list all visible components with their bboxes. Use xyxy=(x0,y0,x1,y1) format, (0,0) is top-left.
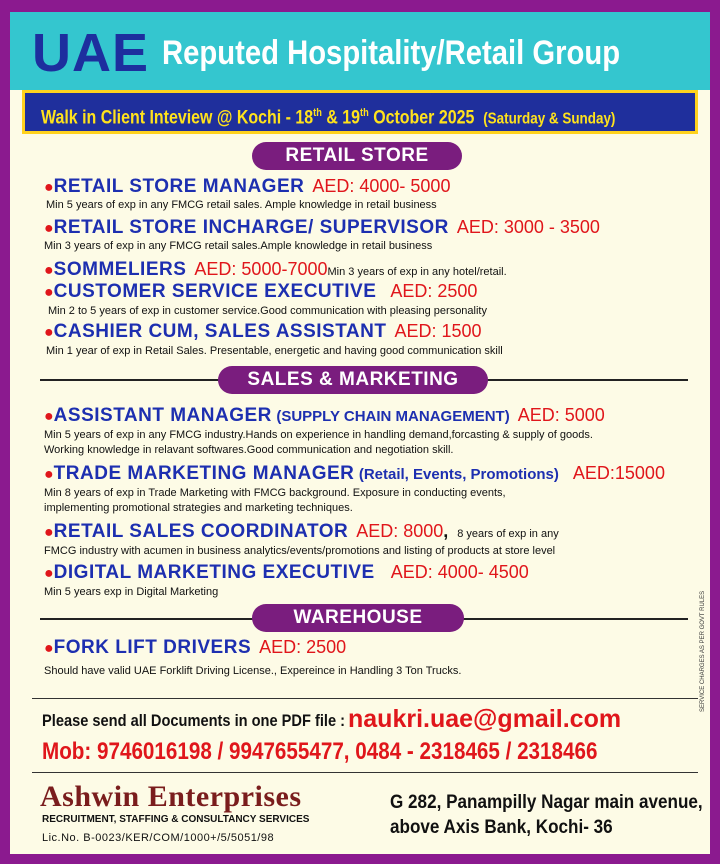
bullet-icon: ● xyxy=(44,408,54,425)
bullet-icon: ● xyxy=(44,565,54,582)
company-tagline: RECRUITMENT, STAFFING & CONSULTANCY SERVICES xyxy=(42,814,310,825)
bullet-icon: ● xyxy=(44,284,54,301)
bullet-icon: ● xyxy=(44,179,54,196)
job-trade-marketing-manager: ●TRADE MARKETING MANAGER (Retail, Events, Promotions) AED:15000 xyxy=(44,463,665,484)
bullet-icon: ● xyxy=(44,262,54,279)
section-warehouse: WAREHOUSE xyxy=(252,604,464,632)
job-description: Min 5 years of exp in any FMCG retail sales. Ample knowledge in retail business xyxy=(46,199,437,211)
section-retail-store: RETAIL STORE xyxy=(252,142,462,170)
mobile-numbers: Mob: 9746016198 / 9947655477, 0484 - 2318465 / 2318466 xyxy=(42,738,598,765)
contact-divider xyxy=(32,698,698,699)
job-description: Should have valid UAE Forklift Driving License., Expereince in Handling 3 Ton Trucks. xyxy=(44,665,462,677)
job-advert xyxy=(10,12,710,854)
job-description: Min 3 years of exp in any FMCG retail sales.Ample knowledge in retail business xyxy=(44,240,433,252)
header-banner xyxy=(10,12,710,90)
job-customer-service-executive: ●CUSTOMER SERVICE EXECUTIVE AED: 2500 xyxy=(44,281,478,302)
group-heading: Reputed Hospitality/Retail Group xyxy=(162,34,621,72)
service-charge-note: SERVICE CHARGES AS PER GOVT RULES xyxy=(700,590,706,712)
bullet-icon: ● xyxy=(44,640,54,657)
walkin-text: Walk in Client Inteview @ Kochi - 18th & 19th October 2025 (Saturday & Sunday) xyxy=(41,107,616,129)
job-fork-lift-drivers: ●FORK LIFT DRIVERS AED: 2500 xyxy=(44,637,347,658)
job-description: Working knowledge in relavant softwares.Good communication and negotiation skill. xyxy=(44,444,454,456)
bullet-icon: ● xyxy=(44,524,54,541)
company-address xyxy=(390,790,703,840)
job-sommeliers: ●SOMMELIERS AED: 5000-7000Min 3 years of exp in any hotel/retail. xyxy=(44,259,507,280)
job-description: Min 5 years of exp in any FMCG industry.Hands on experience in handling demand,forcasting & supply of goods. xyxy=(44,429,593,441)
footer-divider xyxy=(32,772,698,773)
bullet-icon: ● xyxy=(44,466,54,483)
job-assistant-manager: ●ASSISTANT MANAGER (SUPPLY CHAIN MANAGEMENT) AED: 5000 xyxy=(44,405,605,426)
job-digital-marketing-executive: ●DIGITAL MARKETING EXECUTIVE AED: 4000- 4500 xyxy=(44,562,529,583)
job-description: FMCG industry with acumen in business analytics/events/promotions and listing of products at store level xyxy=(44,545,556,557)
address-line-2: above Axis Bank, Kochi- 36 xyxy=(390,817,613,838)
job-description: implementing promotional strategies and marketing techniques. xyxy=(44,502,353,514)
license-number: Lic.No. B-0023/KER/COM/1000+/5/5051/98 xyxy=(42,832,275,844)
bullet-icon: ● xyxy=(44,220,54,237)
job-retail-store-manager: ●RETAIL STORE MANAGER AED: 4000- 5000 xyxy=(44,176,451,197)
job-description: Min 1 year of exp in Retail Sales. Presentable, energetic and having good communication skill xyxy=(46,345,503,357)
job-retail-store-incharge: ●RETAIL STORE INCHARGE/ SUPERVISOR AED: 3000 - 3500 xyxy=(44,217,600,238)
email-address[interactable]: naukri.uae@gmail.com xyxy=(348,705,622,733)
walkin-days: (Saturday & Sunday) xyxy=(483,110,616,128)
job-description: Min 5 years exp in Digital Marketing xyxy=(44,586,219,598)
job-description: Min 2 to 5 years of exp in customer service.Good communication with pleasing personality xyxy=(48,305,487,317)
address-line-1: G 282, Panampilly Nagar main avenue, xyxy=(390,792,703,813)
job-cashier: ●CASHIER CUM, SALES ASSISTANT AED: 1500 xyxy=(44,321,482,342)
bullet-icon: ● xyxy=(44,324,54,341)
job-description: Min 8 years of exp in Trade Marketing with FMCG background. Exposure in conducting events, xyxy=(44,487,506,499)
section-sales-marketing: SALES & MARKETING xyxy=(218,366,488,394)
country-heading: UAE xyxy=(32,23,150,83)
walkin-banner xyxy=(22,90,698,134)
company-name: Ashwin Enterprises xyxy=(40,780,302,813)
send-documents-label: Please send all Documents in one PDF file : xyxy=(42,711,346,730)
job-retail-sales-coordinator: ●RETAIL SALES COORDINATOR AED: 8000, 8 years of exp in any xyxy=(44,521,559,542)
